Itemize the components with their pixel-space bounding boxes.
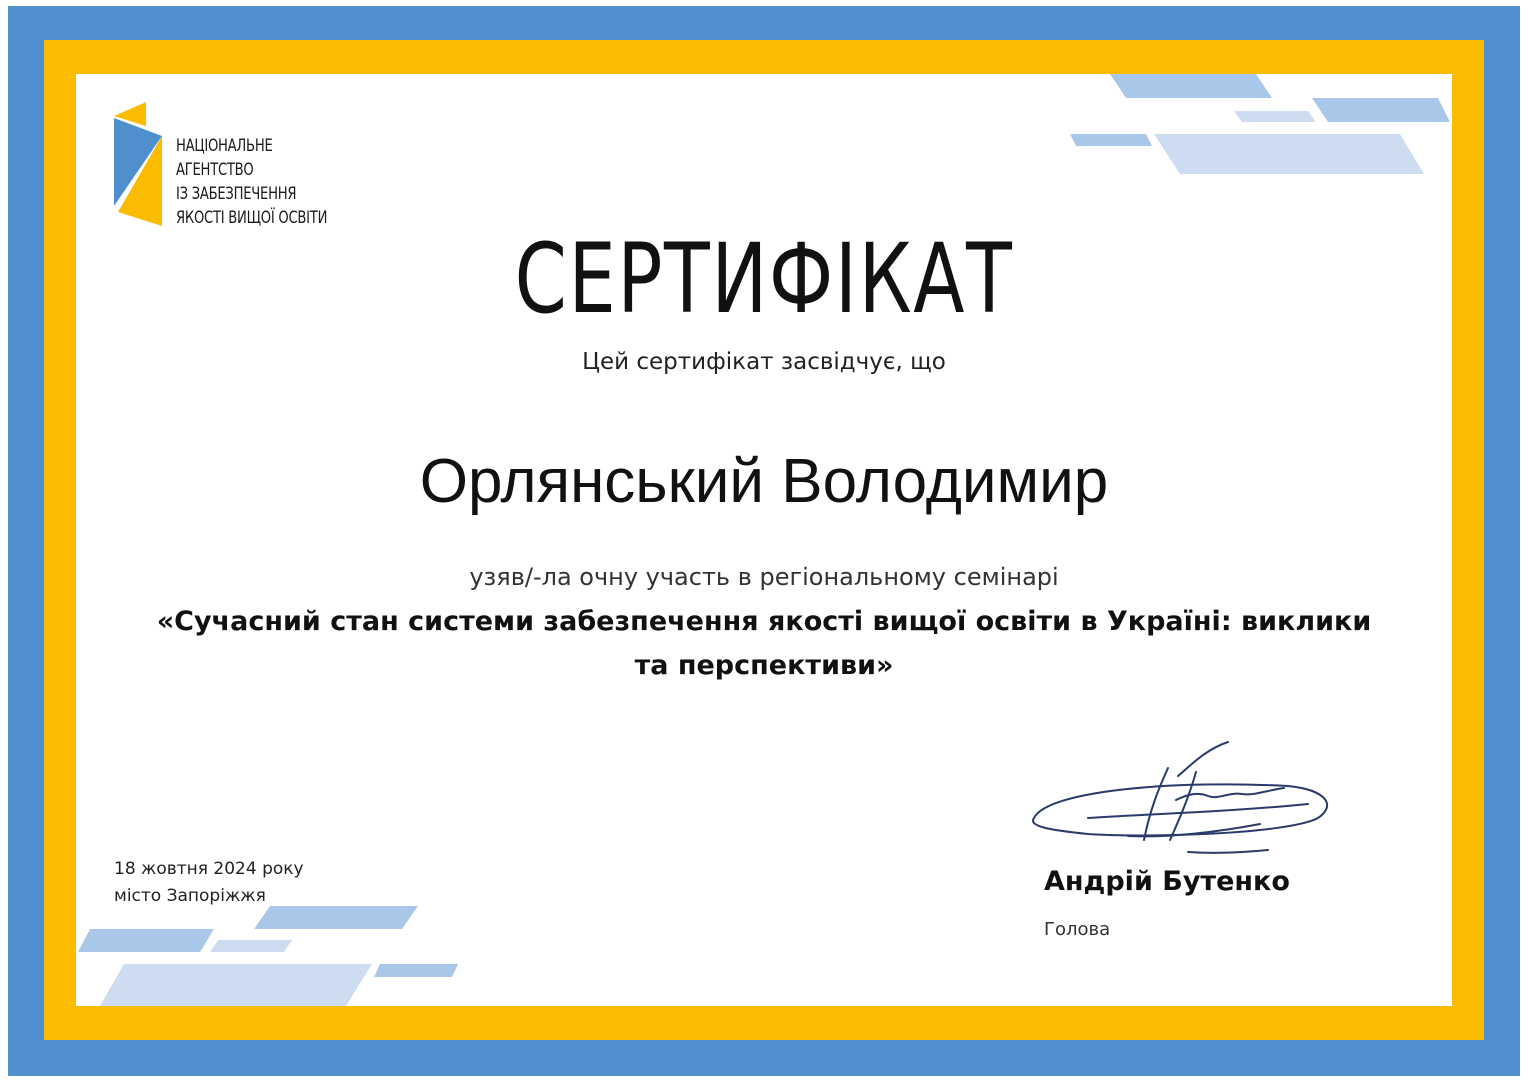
stripe-top-1: [1110, 74, 1272, 98]
stripe-top-2: [1312, 98, 1450, 122]
recipient-name: Орлянський Володимир: [419, 447, 1109, 516]
logo-line: ЯКОСТІ ВИЩОЇ ОСВІТИ: [176, 208, 328, 228]
handwritten-signature-icon: [1028, 740, 1338, 860]
certificate-subtitle: Цей сертифікат засвідчує, що: [582, 349, 946, 375]
stripe-top-4: [1070, 134, 1152, 146]
stripe-bottom-4: [374, 964, 458, 977]
participation-text: узяв/-ла очну участь в регіональному семінарі: [469, 563, 1059, 591]
certificate-title: СЕРТИФІКАТ: [514, 223, 1014, 335]
stripe-bottom-5: [100, 964, 372, 1006]
logo-line: НАЦІОНАЛЬНЕ: [176, 136, 273, 156]
issue-date: 18 жовтня 2024 року: [114, 859, 304, 879]
logo-line: АГЕНТСТВО: [176, 160, 254, 180]
issue-info: [114, 856, 304, 910]
logo-text: [176, 134, 327, 230]
signatory-position: Голова: [1044, 919, 1111, 940]
stripe-bottom-2: [78, 929, 214, 952]
issue-city: місто Запоріжжя: [114, 886, 266, 906]
certificate-paper: [76, 74, 1452, 1006]
logo-line: ІЗ ЗАБЕЗПЕЧЕННЯ: [176, 184, 297, 204]
naqa-emblem-icon: [112, 102, 168, 226]
stripe-top-5: [1154, 134, 1424, 174]
seminar-title: «Сучасний стан системи забезпечення якості вищої освіти в Україні: виклики та перспективи»: [156, 606, 1372, 681]
stripe-bottom-3: [210, 940, 292, 952]
stripe-top-3: [1234, 111, 1316, 122]
signatory-name: Андрій Бутенко: [1044, 866, 1290, 897]
